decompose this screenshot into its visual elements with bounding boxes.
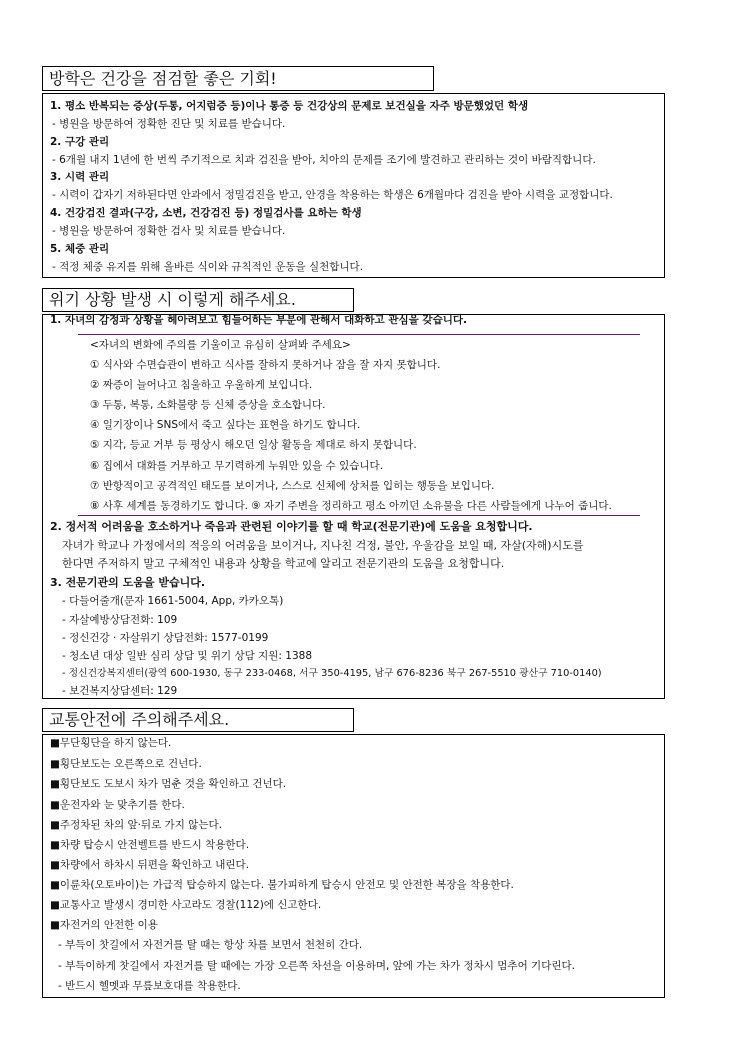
warning-sign-3: ③ 두통, 복통, 소화불량 등 신체 증상을 호소합니다. [90,399,326,411]
health-item-4-body: - 병원을 방문하여 정확한 검사 및 치료를 받습니다. [52,225,286,237]
section-traffic-title-text: 교통안전에 주의해주세요. [49,710,230,729]
agency-5: - 정신건강복지센터(광역 600-1930, 동구 233-0468, 서구 350-4195, 남구 676-8236 북구 267-5510 광산구 710-0140) [62,668,602,679]
health-item-5-body: - 적정 체중 유지를 위해 올바른 식이와 규칙적인 운동을 실천합니다. [52,261,364,273]
agency-6: - 보건복지상담센터: 129 [62,685,178,697]
health-item-5-head: 5. 체중 관리 [50,243,110,255]
health-item-2-body: - 6개월 내지 1년에 한 번씩 주기적으로 치과 검진을 받아, 치아의 문제를 조기에 발견하고 관리하는 것이 바람직합니다. [52,154,596,166]
warning-sign-2: ② 짜증이 늘어나고 침울하고 우울하게 보입니다. [90,379,313,391]
health-item-3-head: 3. 시력 관리 [50,171,110,183]
crisis-item-3-head: 3. 전문기관의 도움을 받습니다. [50,576,206,589]
section-crisis-title-text: 위기 상황 발생 시 이렇게 해주세요. [49,290,296,309]
section-crisis-title [42,288,354,312]
warning-sign-7: ⑦ 반항적이고 공격적인 태도를 보이거나, 스스로 신체에 상처를 입히는 행동을 보입니다. [90,480,495,492]
health-item-3-body: - 시력이 갑자기 저하된다면 안과에서 정밀검진을 받고, 안경을 착용하는 학생은 6개월마다 검진을 받아 시력을 교정합니다. [52,189,613,201]
section-health-title [42,66,434,91]
traffic-item-7: ■차량에서 하차시 뒤편을 확인하고 내린다. [50,859,250,871]
traffic-item-2: ■횡단보도는 오른쪽으로 건넌다. [50,758,202,770]
traffic-item-6: ■차량 탑승시 안전벨트를 반드시 착용한다. [50,839,250,851]
health-item-4-head: 4. 건강검진 결과(구강, 소변, 건강검진 등) 정밀검사를 요하는 학생 [50,207,362,219]
crisis-item-2-head: 2. 정서적 어려움을 호소하거나 죽음과 관련된 이야기를 할 때 학교(전문기관)에 도움을 요청합니다. [50,520,533,533]
crisis-item-1-head: 1. 자녀의 감정과 상황을 헤아려보고 힘들어하는 부분에 관해서 대화하고 관심을 갖습니다. [50,314,467,326]
health-item-1-head: 1. 평소 반복되는 증상(두통, 어지럼증 등)이나 통증 등 건강상의 문제로 보건실을 자주 방문했었던 학생 [50,100,529,112]
warning-sign-8-9: ⑧ 사후 세계를 동경하기도 합니다. ⑨ 자기 주변을 정리하고 평소 아끼던 소유물을 다른 사람들에게 나누어 줍니다. [90,500,612,512]
crisis-item-2-body-2: 한다면 주저하지 말고 구체적인 내용과 상황을 학교에 알리고 전문기관의 도움을 요청합니다. [62,557,505,570]
traffic-item-12: - 부득이하게 찻길에서 자전거를 탈 때에는 가장 오른쪽 차선을 이용하며, 앞에 가는 차가 정차시 멈추어 기다린다. [58,960,575,972]
crisis-item-2-body-1: 자녀가 학교나 가정에서의 적응의 어려움을 보이거나, 지나친 걱정, 불안, 우울감을 보일 때, 자살(자해)시도를 [62,539,584,552]
traffic-item-13: - 반드시 헬멧과 무릎보호대를 착용한다. [58,980,241,992]
agency-2: - 자살예방상담전화: 109 [62,614,178,626]
agency-3: - 정신건강 · 자살위기 상담전화: 1577-0199 [62,632,269,644]
traffic-item-3: ■횡단보도 도보시 차가 멈춘 것을 확인하고 건넌다. [50,778,287,790]
traffic-item-11: - 부득이 찻길에서 자전거를 탈 때는 항상 차를 보면서 천천히 간다. [58,939,363,951]
traffic-item-4: ■운전자와 눈 맞추기를 한다. [50,799,185,811]
agency-1: - 다들어줄개(문자 1661-5004, App, 카카오톡) [62,595,284,607]
health-item-1-body: - 병원을 방문하여 정확한 진단 및 치료를 받습니다. [52,118,286,130]
warning-sign-4: ④ 일기장이나 SNS에서 죽고 싶다는 표현을 하기도 합니다. [90,419,361,431]
health-item-2-head: 2. 구강 관리 [50,136,110,148]
traffic-item-10: ■자전거의 안전한 이용 [50,919,158,931]
traffic-item-1: ■무단횡단을 하지 않는다. [50,737,172,749]
traffic-item-8: ■이륜차(오토바이)는 가급적 탑승하지 않는다. 불가피하게 탑승시 안전모 및 안전한 복장을 착용한다. [50,879,514,891]
warning-sign-6: ⑥ 집에서 대화를 거부하고 무기력하게 누워만 있을 수 있습니다. [90,460,384,472]
traffic-item-9: ■교통사고 발생시 경미한 사고라도 경찰(112)에 신고한다. [50,899,322,911]
section-traffic-title [42,708,354,732]
section-health-title-text: 방학은 건강을 점검할 좋은 기회! [49,68,277,88]
traffic-item-5: ■주정차된 차의 앞·뒤로 가지 않는다. [50,819,222,831]
agency-4: - 청소년 대상 일반 심리 상담 및 위기 상담 지원: 1388 [62,650,312,662]
warning-sign-5: ⑤ 지각, 등교 거부 등 평상시 해오던 일상 활동을 제대로 하지 못합니다. [90,439,417,451]
warning-sign-1: ① 식사와 수면습관이 변하고 식사를 잘하지 못하거나 잠을 잘 자지 못합니다. [90,359,441,371]
warning-signs-title: <자녀의 변화에 주의를 기울이고 유심히 살펴봐 주세요> [90,339,351,351]
